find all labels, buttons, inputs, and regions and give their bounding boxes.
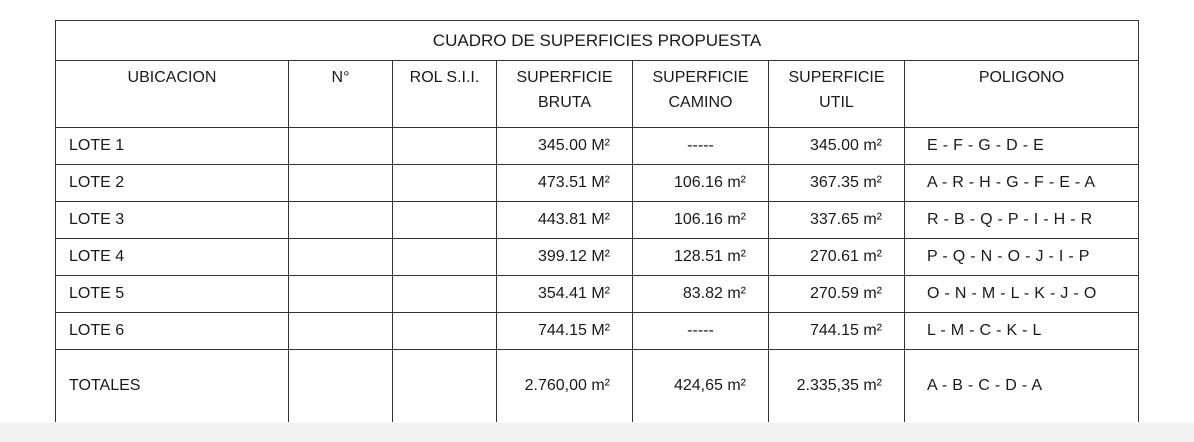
cell-camino: 83.82 m²	[633, 276, 769, 313]
cell-camino: 128.51 m²	[633, 239, 769, 276]
cell-rol	[393, 239, 497, 276]
cell-numero	[289, 276, 393, 313]
cell-util: 744.15 m²	[769, 313, 905, 350]
table-row	[56, 128, 1139, 165]
cell-ubicacion: LOTE 1	[56, 128, 289, 165]
cell-numero	[289, 313, 393, 350]
cell-bruta: 443.81 M²	[497, 202, 633, 239]
header-superficie-camino: SUPERFICIE CAMINO	[633, 61, 769, 128]
totals-util: 2.335,35 m²	[769, 350, 905, 423]
cell-poligono: L - M - C - K - L	[905, 313, 1139, 350]
bottom-band	[0, 423, 1194, 442]
title-row	[56, 21, 1139, 61]
cell-util: 345.00 m²	[769, 128, 905, 165]
cell-rol	[393, 276, 497, 313]
cell-poligono: P - Q - N - O - J - I - P	[905, 239, 1139, 276]
cell-bruta: 399.12 M²	[497, 239, 633, 276]
cell-util: 367.35 m²	[769, 165, 905, 202]
cell-poligono: E - F - G - D - E	[905, 128, 1139, 165]
cell-poligono: R - B - Q - P - I - H - R	[905, 202, 1139, 239]
cell-camino: -----	[633, 313, 769, 350]
cell-bruta: 345.00 M²	[497, 128, 633, 165]
header-superficie-util: SUPERFICIE UTIL	[769, 61, 905, 128]
header-ubicacion: UBICACION	[56, 61, 289, 128]
cell-util: 270.59 m²	[769, 276, 905, 313]
header-poligono: POLIGONO	[905, 61, 1139, 128]
cell-ubicacion: LOTE 6	[56, 313, 289, 350]
table-row	[56, 165, 1139, 202]
header-superficie-bruta: SUPERFICIE BRUTA	[497, 61, 633, 128]
cell-camino: 106.16 m²	[633, 202, 769, 239]
superficies-table	[55, 20, 1139, 422]
cell-numero	[289, 128, 393, 165]
cell-camino: 106.16 m²	[633, 165, 769, 202]
cell-ubicacion: LOTE 4	[56, 239, 289, 276]
cell-bruta: 354.41 M²	[497, 276, 633, 313]
cell-util: 337.65 m²	[769, 202, 905, 239]
cell-rol	[393, 202, 497, 239]
header-row	[56, 61, 1139, 128]
totals-label: TOTALES	[56, 350, 289, 423]
totals-poligono: A - B - C - D - A	[905, 350, 1139, 423]
table-title: CUADRO DE SUPERFICIES PROPUESTA	[56, 21, 1139, 61]
table-row	[56, 313, 1139, 350]
totals-rol	[393, 350, 497, 423]
cell-rol	[393, 128, 497, 165]
cell-ubicacion: LOTE 3	[56, 202, 289, 239]
cell-ubicacion: LOTE 5	[56, 276, 289, 313]
cell-camino: -----	[633, 128, 769, 165]
header-rol-sii: ROL S.I.I.	[393, 61, 497, 128]
totals-bruta: 2.760,00 m²	[497, 350, 633, 423]
cell-rol	[393, 165, 497, 202]
cell-numero	[289, 165, 393, 202]
cell-poligono: O - N - M - L - K - J - O	[905, 276, 1139, 313]
cell-ubicacion: LOTE 2	[56, 165, 289, 202]
totals-row	[56, 350, 1139, 423]
totals-numero	[289, 350, 393, 423]
cell-numero	[289, 202, 393, 239]
cell-numero	[289, 239, 393, 276]
header-numero: N°	[289, 61, 393, 128]
cell-util: 270.61 m²	[769, 239, 905, 276]
cell-rol	[393, 313, 497, 350]
cell-bruta: 473.51 M²	[497, 165, 633, 202]
table-row	[56, 239, 1139, 276]
cell-poligono: A - R - H - G - F - E - A	[905, 165, 1139, 202]
cell-bruta: 744.15 M²	[497, 313, 633, 350]
table-row	[56, 202, 1139, 239]
totals-camino: 424,65 m²	[633, 350, 769, 423]
table-row	[56, 276, 1139, 313]
